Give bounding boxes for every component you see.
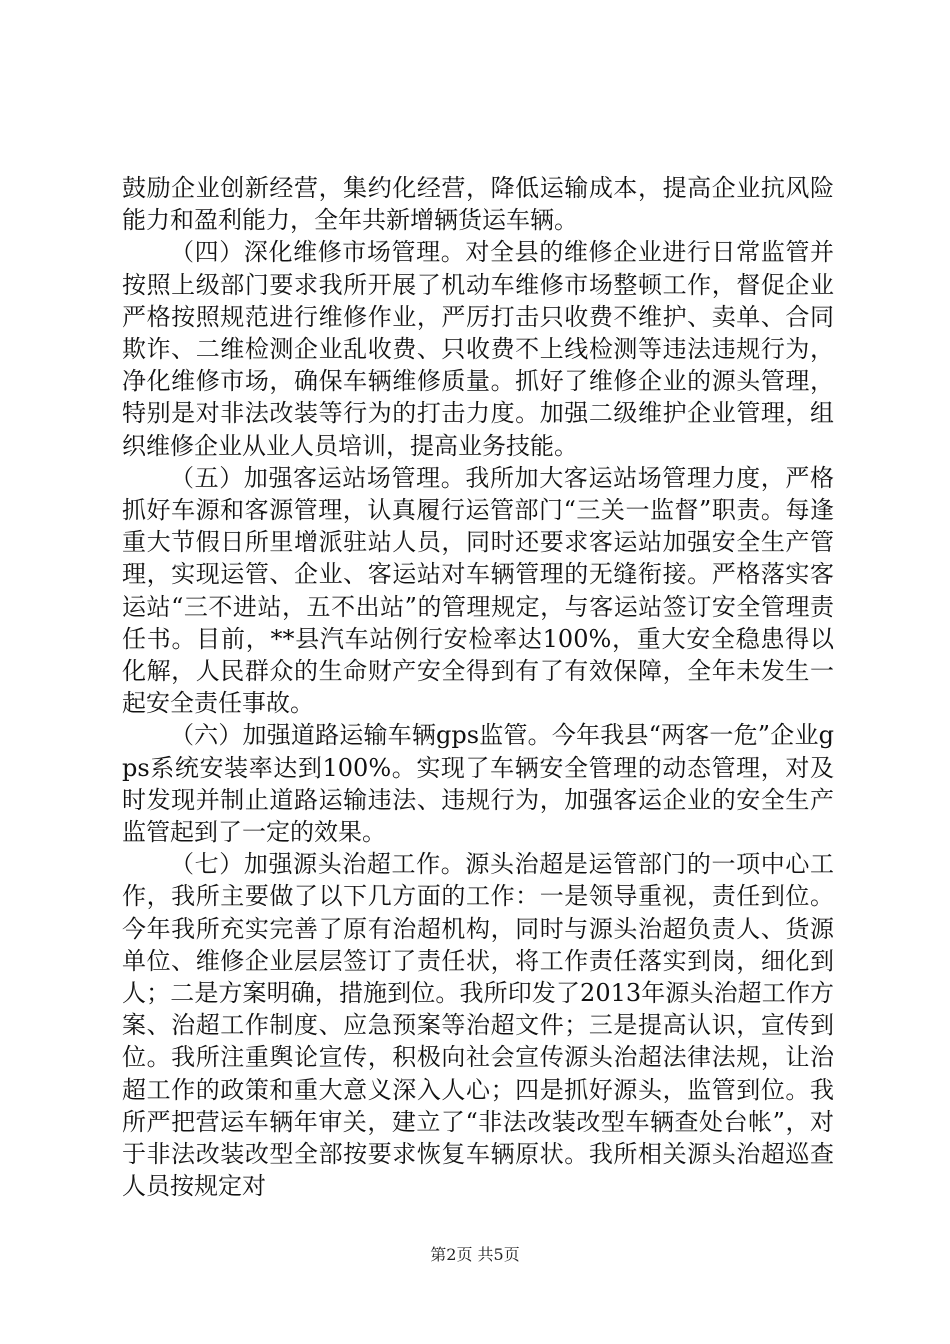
paragraph-section-4: （四）深化维修市场管理。对全县的维修企业进行日常监管并按照上级部门要求我所开展了机动车维修市场整顿工作，督促企业严格按照规范进行维修作业，严厉打击只收费不维护、卖单、合同欺诈、二维检测企业乱收费、只收费不上线检测等违法违规行为，净化维修市场，确保车辆维修质量。抓好了维修企业的源头管理，特别是对非法改装等行为的打击力度。加强二级维护企业管理，组织维修企业从业人员培训，提高业务技能。 — [122, 238, 834, 460]
paragraph-continuation: 鼓励企业创新经营，集约化经营，降低运输成本，提高企业抗风险能力和盈利能力，全年共新增辆货运车辆。 — [122, 174, 834, 235]
paragraph-section-6: （六）加强道路运输车辆gps监管。今年我县“两客一危”企业gps系统安装率达到100%。实现了车辆安全管理的动态管理，对及时发现并制止道路运输违法、违规行为，加强客运企业的安全生产监管起到了一定的效果。 — [122, 721, 834, 847]
paragraph-section-7: （七）加强源头治超工作。源头治超是运管部门的一项中心工作，我所主要做了以下几方面的工作：一是领导重视，责任到位。今年我所充实完善了原有治超机构，同时与源头治超负责人、货源单位、维修企业层层签订了责任状，将工作责任落实到岗，细化到人；二是方案明确，措施到位。我所印发了2013年源头治超工作方案、治超工作制度、应急预案等治超文件；三是提高认识，宣传到位。我所注重舆论宣传，积极向社会宣传源头治超法律法规，让治超工作的政策和重大意义深入人心；四是抓好源头，监管到位。我所严把营运车辆年审关，建立了“非法改装改型车辆查处台帐”，对于非法改装改型全部按要求恢复车辆原状。我所相关源头治超巡查人员按规定对 — [122, 850, 834, 1201]
page-number-footer: 第2页 共5页 — [430, 1245, 520, 1264]
paragraph-section-5: （五）加强客运站场管理。我所加大客运站场管理力度，严格抓好车源和客源管理，认真履行运管部门“三关一监督”职责。每逢重大节假日所里增派驻站人员，同时还要求客运站加强安全生产管理，实现运管、企业、客运站对车辆管理的无缝衔接。严格落实客运站“三不进站，五不出站”的管理规定，与客运站签订安全管理责任书。目前，**县汽车站例行安检率达100%，重大安全稳患得以化解，人民群众的生命财产安全得到有了有效保障，全年未发生一起安全责任事故。 — [122, 463, 834, 718]
document-body — [122, 172, 834, 1203]
